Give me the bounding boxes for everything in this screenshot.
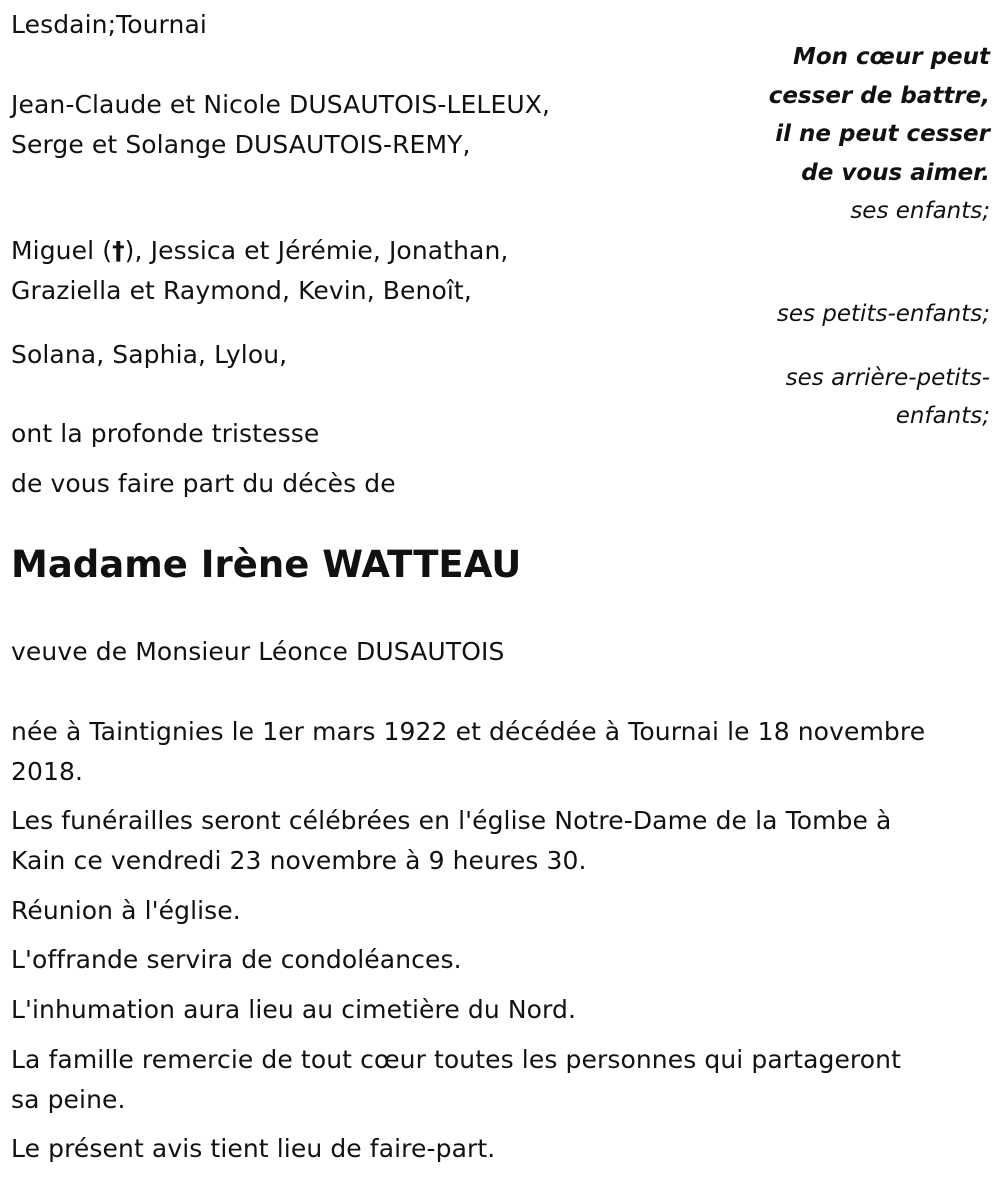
grandchildren-line-2: Graziella et Raymond, Kevin, Benoît, <box>11 276 472 305</box>
burial-line: L'inhumation aura lieu au cimetière du Nord. <box>11 995 576 1024</box>
motto-line-3: il ne peut cesser <box>775 121 990 147</box>
cross-icon: † <box>112 236 125 265</box>
announcement-line-1: ont la profonde tristesse <box>11 419 320 448</box>
birth-death-line-2: 2018. <box>11 757 84 786</box>
children-line-2: Serge et Solange DUSAUTOIS-REMY, <box>11 130 471 159</box>
spouse-line: veuve de Monsieur Léonce DUSAUTOIS <box>11 637 505 666</box>
birth-death-line-1: née à Taintignies le 1er mars 1922 et décédée à Tournai le 18 novembre <box>11 717 926 746</box>
great-grandchildren-line: Solana, Saphia, Lylou, <box>11 340 288 369</box>
motto-line-2: cesser de battre, <box>768 83 990 109</box>
role-children: ses enfants; <box>850 198 990 224</box>
funeral-line-1: Les funérailles seront célébrées en l'église Notre-Dame de la Tombe à <box>11 806 892 835</box>
grandchildren-prefix: Miguel ( <box>11 236 113 265</box>
notice-line: Le présent avis tient lieu de faire-part. <box>11 1134 496 1163</box>
deceased-name: Madame Irène WATTEAU <box>11 543 522 586</box>
children-line-1: Jean-Claude et Nicole DUSAUTOIS-LELEUX, <box>11 90 551 119</box>
motto-line-1: Mon cœur peut <box>792 44 990 70</box>
grandchildren-line-1 <box>11 231 508 271</box>
grandchildren-rest: ), Jessica et Jérémie, Jonathan, <box>124 236 509 265</box>
location-header: Lesdain;Tournai <box>11 10 207 39</box>
funeral-line-2: Kain ce vendredi 23 novembre à 9 heures 30. <box>11 846 587 875</box>
role-great-grandchildren-line-2: enfants; <box>895 403 990 429</box>
offering-line: L'offrande servira de condoléances. <box>11 945 462 974</box>
thanks-line-1: La famille remercie de tout cœur toutes les personnes qui partageront <box>11 1045 902 1074</box>
role-grandchildren: ses petits-enfants; <box>776 301 990 327</box>
announcement-line-2: de vous faire part du décès de <box>11 469 396 498</box>
motto-line-4: de vous aimer. <box>801 160 990 186</box>
meeting-line: Réunion à l'église. <box>11 896 241 925</box>
role-great-grandchildren-line-1: ses arrière-petits- <box>785 365 990 391</box>
thanks-line-2: sa peine. <box>11 1085 126 1114</box>
